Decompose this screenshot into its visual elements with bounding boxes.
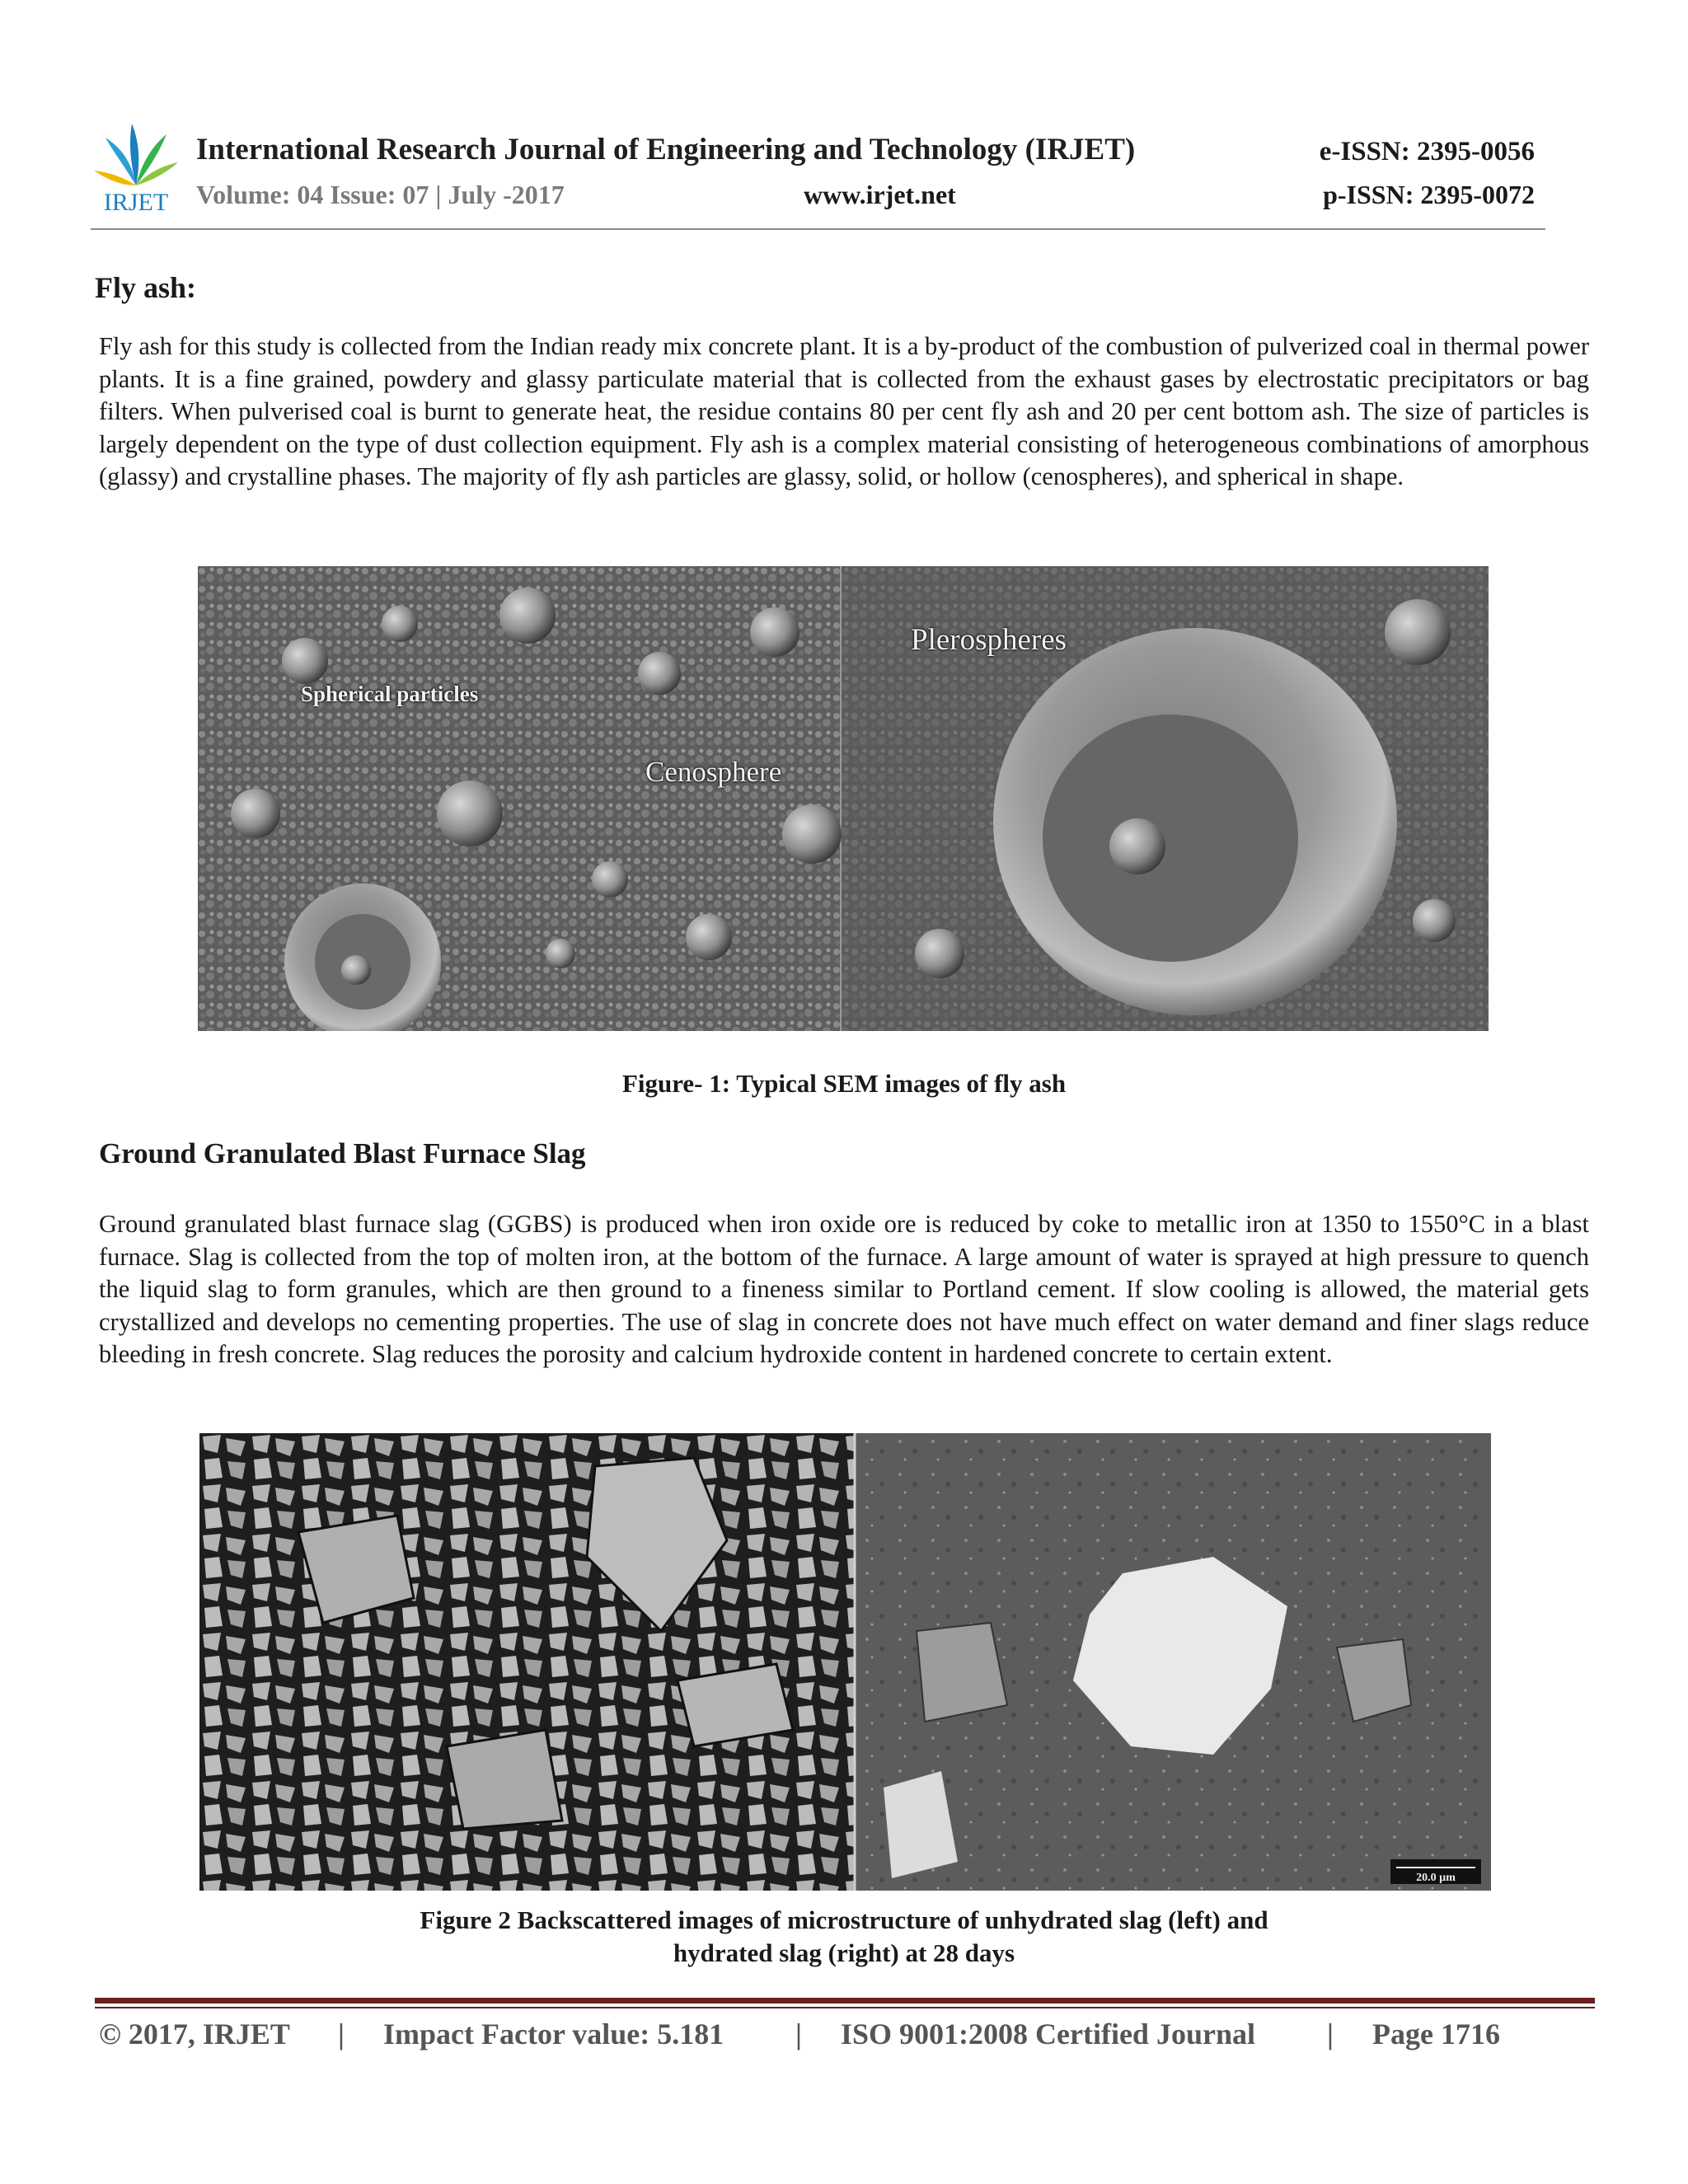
footer-iso: ISO 9001:2008 Certified Journal [841,2018,1255,2050]
section-heading-fly-ash: Fly ash: [95,271,197,304]
page-footer [99,2017,1500,2051]
journal-website-link[interactable]: www.irjet.net [804,180,956,209]
figure-1-sem-image [198,566,1489,1031]
journal-title: International Research Journal of Engineering and Technology (IRJET) [196,133,1136,166]
footer-page-number: Page 1716 [1372,2018,1500,2050]
footer-divider [95,1998,1595,2004]
section-heading-ggbs: Ground Granulated Blast Furnace Slag [99,1137,586,1169]
logo-text: IRJET [103,189,169,214]
sem-fly-ash-image [198,566,1489,1031]
footer-separator: | [795,2018,802,2050]
fly-ash-paragraph: Fly ash for this study is collected from the Indian ready mix concrete plant. It is a by-product of the combustion of pulverized coal in thermal power plants. It is a fine grained, powdery and glassy particulate material that is collected from the exhaust gases by electrostatic precipitators or bag filters. When pulverised coal is burnt to generate heat, the residue contains 80 per cent fly ash and 20 per cent bottom ash. The size of particles is largely dependent on the type of dust collection equipment. Fly ash is a complex material consisting of heterogeneous combinations of amorphous (glassy) and crystalline phases. The majority of fly ash particles are glassy, solid, or hollow (cenospheres), and spherical in shape. [99,332,1589,490]
eissn: e-ISSN: 2395-0056 [1319,137,1535,166]
scale-bar-label: 20.0 µm [1416,1872,1456,1884]
footer-impact-factor: Impact Factor value: 5.181 [383,2018,724,2050]
ggbs-paragraph: Ground granulated blast furnace slag (GGBS) is produced when iron oxide ore is reduced by coke to metallic iron at 1350 to 1550°C in a blast furnace. Slag is collected from the top of molten iron, at the bottom of the furnace. A large amount of water is sprayed at high pressure to quench the liquid slag to form granules, which are then ground to a fineness similar to Portland cement. If slow cooling is allowed, the material gets crystallized and develops no cementing properties. The use of slag in concrete does not have much effect on water demand and finer slags reduce bleeding in fresh concrete. Slag reduces the porosity and calcium hydroxide content in hardened concrete to certain extent. [99,1210,1589,1368]
footer-separator: | [338,2018,345,2050]
label-cenosphere: Cenosphere [645,756,782,788]
figure-1-caption: Figure- 1: Typical SEM images of fly ash [621,1069,1067,1098]
backscattered-slag-image [199,1433,1491,1891]
irjet-logo [91,120,181,214]
figure-2-caption [0,1904,1688,1970]
figure-2-backscattered-image [199,1433,1491,1891]
figure-2-caption-line2: hydrated slag (right) at 28 days [673,1938,1015,1967]
label-spherical-particles: Spherical particles [301,682,479,706]
label-plerospheres: Plerospheres [911,623,1067,657]
footer-copyright: © 2017, IRJET [99,2018,290,2050]
figure-2-caption-line1: Figure 2 Backscattered images of microstructure of unhydrated slag (left) and [420,1905,1268,1934]
footer-separator: | [1327,2018,1334,2050]
logo-leaves-icon [94,124,178,185]
volume-issue: Volume: 04 Issue: 07 | July -2017 [196,180,565,209]
pissn: p-ISSN: 2395-0072 [1323,180,1535,209]
footer-divider-thin [95,2007,1595,2008]
header-divider [91,228,1545,230]
